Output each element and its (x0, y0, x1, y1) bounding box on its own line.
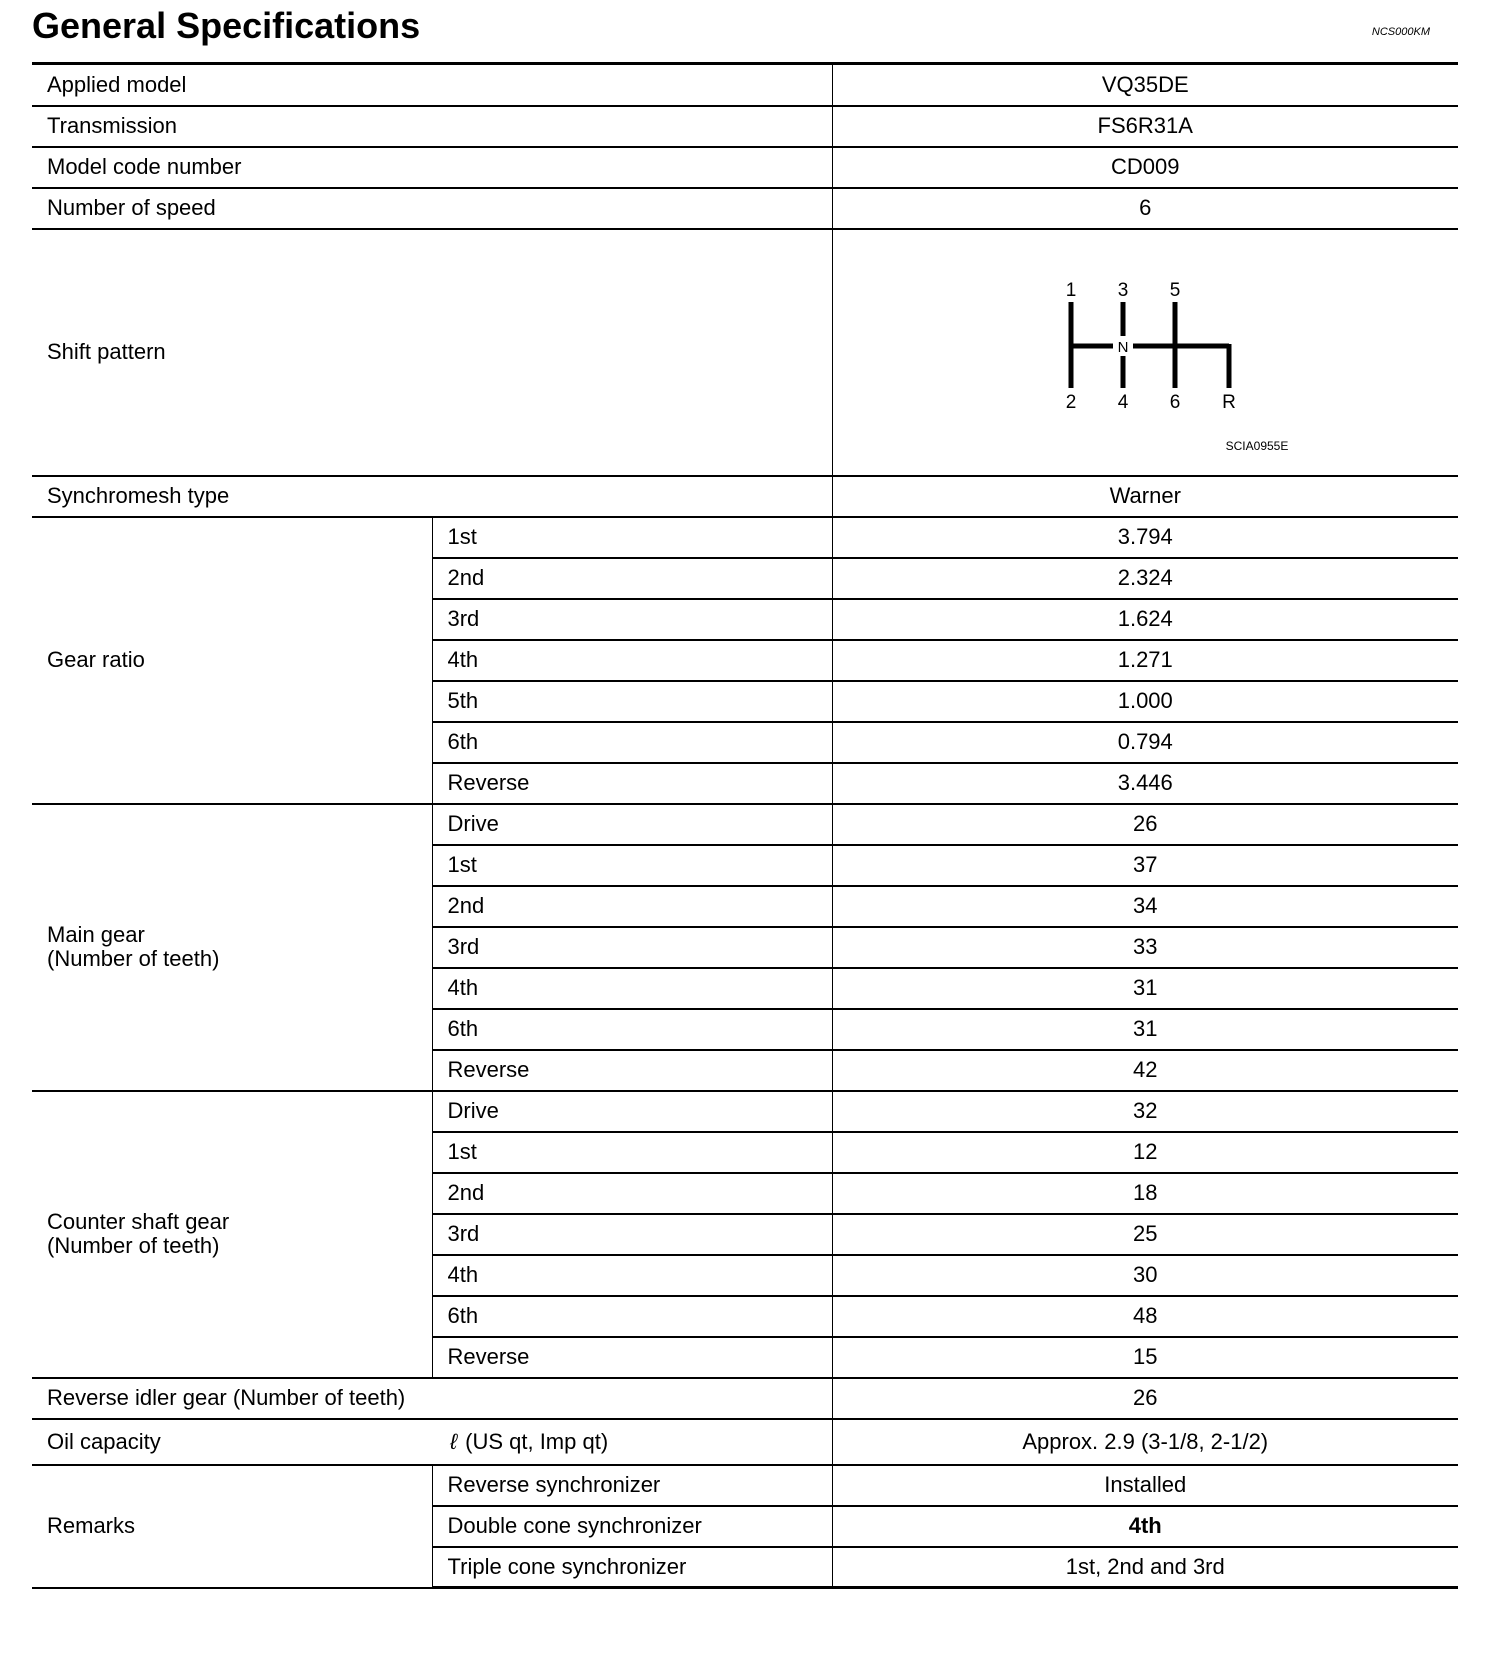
shift-label: 5 (1169, 279, 1180, 301)
row-sublabel: Reverse synchronizer (432, 1465, 832, 1506)
shift-label: 2 (1065, 391, 1076, 413)
row-value: 25 (832, 1214, 1458, 1255)
figure-code: SCIA0955E (1225, 438, 1288, 453)
main-gear-label (32, 804, 432, 1091)
row-sublabel: 4th (432, 640, 832, 681)
row-sublabel: Drive (432, 1091, 832, 1132)
shift-pattern-diagram (833, 230, 1459, 475)
gear-ratio-label-text: Gear ratio (47, 647, 145, 672)
table-row (32, 188, 1458, 229)
table-row (32, 147, 1458, 188)
document-code: NCS000KM (1371, 26, 1430, 38)
main-gear-label-text: Main gear (47, 922, 145, 947)
row-value: 2.324 (832, 558, 1458, 599)
row-value: 1.624 (832, 599, 1458, 640)
row-sublabel: 1st (432, 1132, 832, 1173)
row-label: Synchromesh type (32, 476, 832, 517)
row-sublabel: 5th (432, 681, 832, 722)
shift-label: 4 (1117, 391, 1128, 413)
row-sublabel: 6th (432, 1296, 832, 1337)
table-row (32, 1419, 1458, 1465)
row-value: 3.794 (832, 517, 1458, 558)
row-value: 12 (832, 1132, 1458, 1173)
row-value: 42 (832, 1050, 1458, 1091)
remarks-label (32, 1465, 432, 1588)
oil-unit-cell (432, 1419, 832, 1465)
row-value: Approx. 2.9 (3-1/8, 2-1/2) (832, 1419, 1458, 1465)
row-value: 26 (832, 804, 1458, 845)
row-label: Reverse idler gear (Number of teeth) (32, 1378, 832, 1419)
row-label: Oil capacity (32, 1419, 432, 1465)
table-row (32, 106, 1458, 147)
row-value: 4th (832, 1506, 1458, 1547)
row-sublabel: Reverse (432, 1337, 832, 1378)
row-value: Installed (832, 1465, 1458, 1506)
shift-label: 6 (1169, 391, 1180, 413)
table-row (32, 1378, 1458, 1419)
row-sublabel: 2nd (432, 886, 832, 927)
row-label: Number of speed (32, 188, 832, 229)
row-sublabel: 2nd (432, 558, 832, 599)
row-value: FS6R31A (832, 106, 1458, 147)
row-value: 1st, 2nd and 3rd (832, 1547, 1458, 1588)
remarks-label-text: Remarks (47, 1513, 136, 1538)
row-label: Shift pattern (32, 229, 832, 476)
row-value: 31 (832, 968, 1458, 1009)
row-value: Warner (832, 476, 1458, 517)
table-row (32, 64, 1458, 106)
row-sublabel: 2nd (432, 1173, 832, 1214)
row-value: 32 (832, 1091, 1458, 1132)
counter-gear-label-text: Counter shaft gear (47, 1209, 230, 1234)
row-sublabel: 4th (432, 968, 832, 1009)
row-sublabel: 1st (432, 517, 832, 558)
table-row (32, 1465, 1458, 1506)
row-value: 48 (832, 1296, 1458, 1337)
row-value: 6 (832, 188, 1458, 229)
table-row (32, 804, 1458, 845)
gear-ratio-label (32, 517, 432, 804)
row-value: 3.446 (832, 763, 1458, 804)
row-value: 0.794 (832, 722, 1458, 763)
row-sublabel: 1st (432, 845, 832, 886)
table-row (32, 229, 1458, 476)
shift-label: R (1221, 391, 1236, 413)
table-row (32, 1091, 1458, 1132)
row-value: 26 (832, 1378, 1458, 1419)
row-value: 34 (832, 886, 1458, 927)
row-value: 18 (832, 1173, 1458, 1214)
row-value: 1.000 (832, 681, 1458, 722)
row-label: Model code number (32, 147, 832, 188)
row-sublabel: Triple cone synchronizer (432, 1547, 832, 1588)
row-sublabel: Double cone synchronizer (432, 1506, 832, 1547)
shift-neutral-label: N (1117, 338, 1128, 356)
row-value: 31 (832, 1009, 1458, 1050)
liter-symbol: ℓ (450, 1428, 458, 1454)
row-value: 37 (832, 845, 1458, 886)
counter-gear-label-text: (Number of teeth) (47, 1233, 220, 1258)
row-value: 1.271 (832, 640, 1458, 681)
row-value: 15 (832, 1337, 1458, 1378)
spec-table (32, 62, 1458, 1589)
row-sublabel: 3rd (432, 599, 832, 640)
row-sublabel: 6th (432, 722, 832, 763)
oil-unit: (US qt, Imp qt) (465, 1428, 609, 1454)
page-title: General Specifications (32, 5, 421, 46)
row-sublabel: 4th (432, 1255, 832, 1296)
main-gear-label-text: (Number of teeth) (47, 946, 220, 971)
row-value: CD009 (832, 147, 1458, 188)
counter-gear-label (32, 1091, 432, 1378)
row-sublabel: Reverse (432, 763, 832, 804)
row-sublabel: Reverse (432, 1050, 832, 1091)
table-row (32, 476, 1458, 517)
row-value: 30 (832, 1255, 1458, 1296)
shift-label: 1 (1065, 279, 1076, 301)
table-row (32, 517, 1458, 558)
row-label: Transmission (32, 106, 832, 147)
row-value: 33 (832, 927, 1458, 968)
shift-label: 3 (1117, 279, 1128, 301)
row-sublabel: 3rd (432, 1214, 832, 1255)
shift-pattern-cell (832, 229, 1458, 476)
row-sublabel: Drive (432, 804, 832, 845)
row-value: VQ35DE (832, 64, 1458, 106)
row-sublabel: 6th (432, 1009, 832, 1050)
row-sublabel: 3rd (432, 927, 832, 968)
row-label: Applied model (32, 64, 832, 106)
